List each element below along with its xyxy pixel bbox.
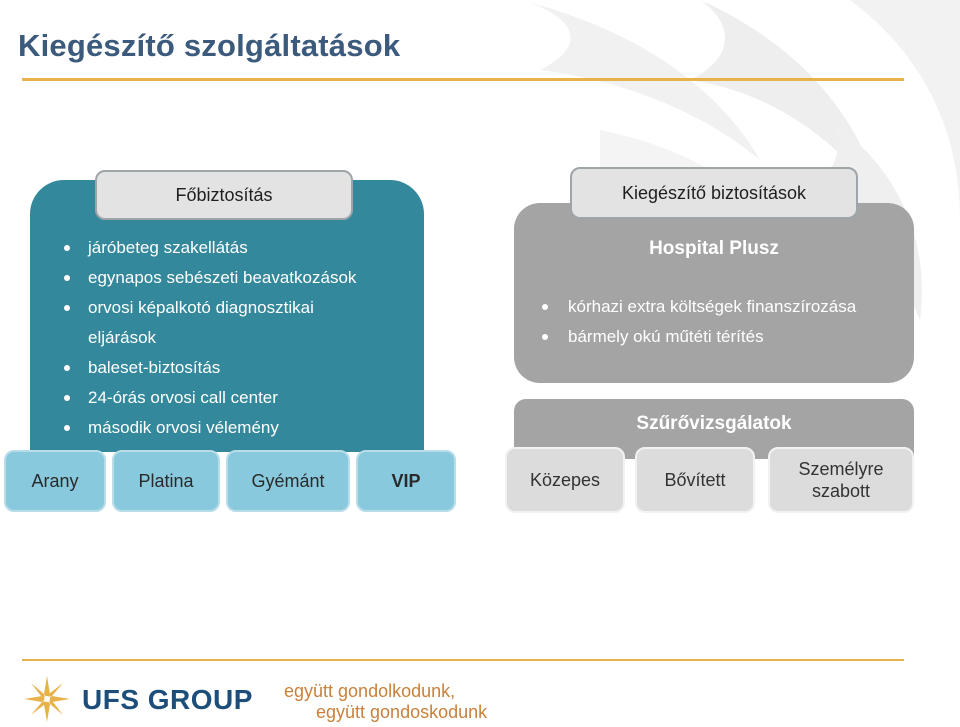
- screening-option-szemelyre-szabott: [768, 447, 914, 513]
- package-platina: [112, 450, 220, 512]
- company-logo-text: UFS GROUP: [82, 684, 253, 715]
- list-item: bármely okú műtéti térítés: [538, 322, 908, 352]
- screening-option-label: Személyre szabott: [798, 459, 884, 501]
- package-arany: [4, 450, 106, 512]
- list-item: kórhazi extra költségek finanszírozása: [538, 292, 908, 322]
- supplementary-tab: [570, 167, 858, 219]
- list-item: orvosi képalkotó diagnosztikai: [60, 293, 415, 323]
- list-item: 24-órás orvosi call center: [60, 383, 415, 413]
- package-label: VIP: [391, 470, 421, 491]
- slogan-line-2: együtt gondoskodunk: [316, 702, 488, 722]
- title-divider: [22, 78, 904, 81]
- screening-option-kozepes: [505, 447, 625, 513]
- list-item: baleset-biztosítás: [60, 353, 415, 383]
- package-vip: [356, 450, 456, 512]
- list-item-continuation: eljárások: [88, 328, 157, 347]
- package-label: Gyémánt: [251, 470, 325, 491]
- ufs-star-logo-icon: [22, 674, 72, 724]
- screenings-title: Szűrővizsgálatok: [636, 413, 792, 434]
- main-insurance-tab: [95, 170, 353, 220]
- main-insurance-tab-label: Főbiztosítás: [175, 184, 273, 205]
- list-item: második orvosi vélemény: [60, 413, 415, 443]
- footer-divider: [22, 659, 904, 661]
- list-item: járóbeteg szakellátás: [60, 233, 415, 263]
- page-title: Kiegészítő szolgáltatások: [18, 28, 401, 63]
- hospital-plus-list: [538, 292, 908, 352]
- screening-option-label: Közepes: [529, 470, 601, 490]
- package-label: Platina: [138, 470, 194, 491]
- hospital-plus-title: Hospital Plusz: [649, 238, 779, 259]
- supplementary-tab-label: Kiegészítő biztosítások: [621, 182, 807, 203]
- slogan-line-1: együtt gondolkodunk,: [284, 681, 456, 701]
- package-gyemant: [226, 450, 350, 512]
- list-item: egynapos sebészeti beavatkozások: [60, 263, 415, 293]
- main-insurance-list: [60, 233, 415, 443]
- screening-option-label: Bővített: [664, 470, 726, 490]
- screening-option-bovitett: [635, 447, 755, 513]
- package-label: Arany: [31, 470, 79, 491]
